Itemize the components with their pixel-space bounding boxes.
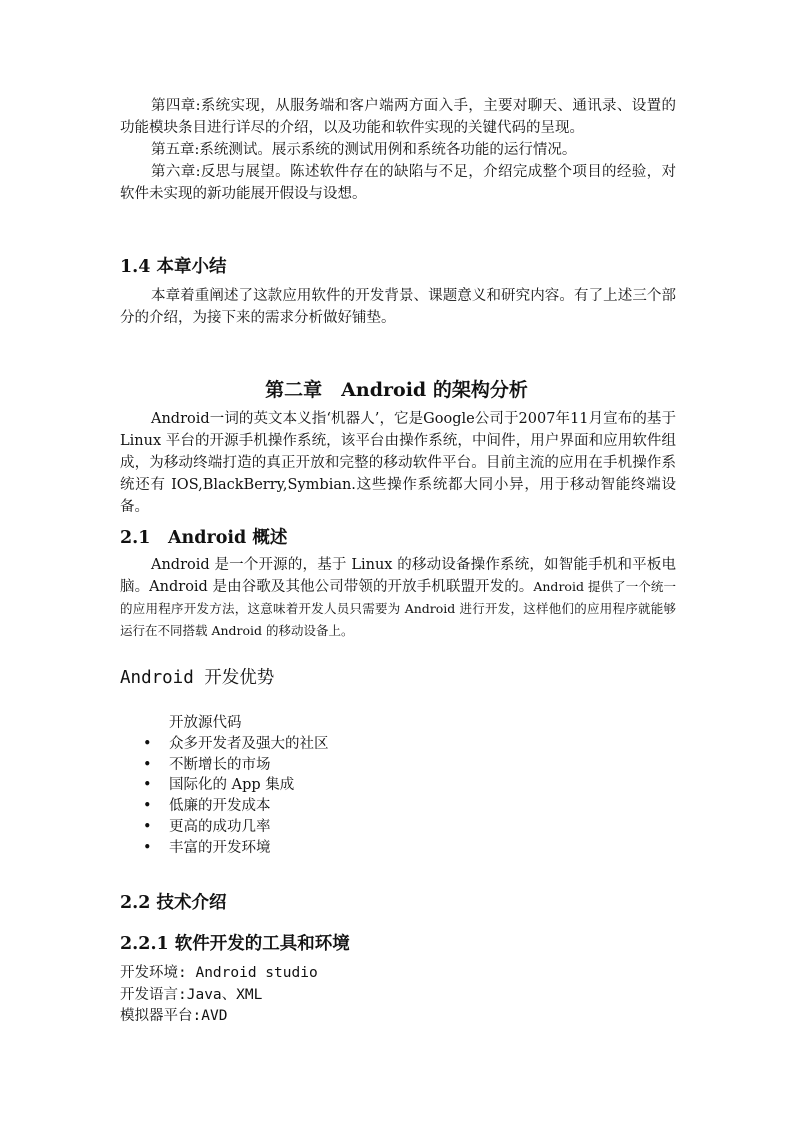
paragraph-android-intro: Android一词的英文本义指‘机器人’，它是Google公司于2007年11月宣布的基于Linux 平台的开源手机操作系统，该平台由操作系统，中间件，用户界面和应用软件组成，为移动终端打造的真正开放和完整的移动软件平台。目前主流的应用在手机操作系统还有 IOS,BlackBerry,Symbian.这些操作系统都大同小异，用于移动智能终端设备。	[120, 411, 676, 515]
list-item: • 低廉的开发成本	[120, 796, 329, 817]
paragraph-chapter-5: 第五章:系统测试。展示系统的测试用例和系统各功能的运行情况。	[151, 142, 577, 158]
section-heading-2-2: 2.2 技术介绍	[120, 893, 227, 913]
advantages-list	[120, 713, 329, 859]
paragraph-chapter-6: 第六章:反思与展望。陈述软件存在的缺陷与不足，介绍完成整个项目的经验，对软件未实现的新功能展开假设与设想。	[120, 164, 676, 202]
section-heading-2-1: 2.1 Android 概述	[120, 528, 288, 548]
paragraph-chapter-summary: 本章着重阐述了这款应用软件的开发背景、课题意义和研究内容。有了上述三个部分的介绍，为接下来的需求分析做好铺垫。	[120, 288, 676, 326]
paragraph-android-overview	[120, 554, 676, 642]
list-item: • 众多开发者及强大的社区	[120, 734, 329, 755]
list-item: • 不断增长的市场	[120, 755, 329, 776]
dev-language-line: 开发语言:Java、XML	[120, 987, 263, 1003]
advantages-heading: Android 开发优势	[120, 668, 275, 688]
list-item: 开放源代码	[169, 715, 242, 731]
overview-text-part2: Android 提供了一个统一的应用程序开发方法，这意味着开发人员只需要为 Android 进行开发，这样他们的应用程序就能够运行在不同搭载 Android 的移动设备上。	[120, 579, 676, 638]
section-heading-2-2-1: 2.2.1 软件开发的工具和环境	[120, 934, 350, 954]
list-item: • 国际化的 App 集成	[120, 775, 329, 796]
emulator-platform-line: 模拟器平台:AVD	[120, 1008, 228, 1024]
chapter-title: 第二章 Android 的架构分析	[265, 379, 528, 401]
list-item: • 更高的成功几率	[120, 817, 329, 838]
overview-text-part1: Android 是一个开源的，基于 Linux 的移动设备操作系统，如智能手机和平板电脑。Android 是由谷歌及其他公司带领的开放手机联盟开发的。	[120, 557, 676, 595]
section-heading-1-4: 1.4 本章小结	[120, 257, 227, 277]
paragraph-chapter-4: 第四章:系统实现，从服务端和客户端两方面入手，主要对聊天、通讯录、设置的功能模块条目进行详尽的介绍，以及功能和软件实现的关键代码的呈现。	[120, 98, 676, 136]
dev-environment-line: 开发环境: Android studio	[120, 965, 318, 981]
list-item: • 丰富的开发环境	[120, 838, 329, 859]
